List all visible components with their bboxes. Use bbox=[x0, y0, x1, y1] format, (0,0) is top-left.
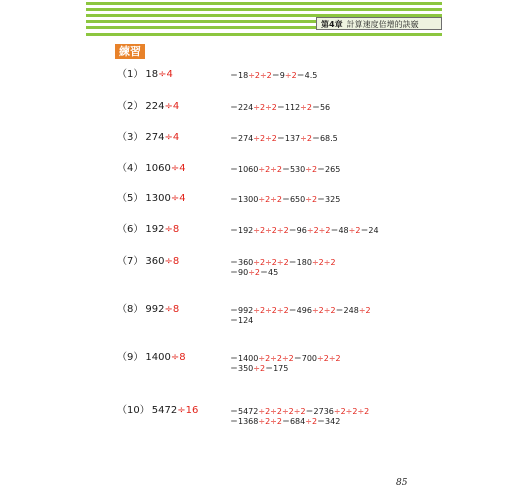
solution bbox=[230, 226, 379, 236]
solution-value: ＝18 bbox=[230, 71, 249, 80]
solution-operation: ÷2 bbox=[305, 195, 318, 204]
solution-operation: ÷2÷2÷2 bbox=[253, 258, 289, 267]
solution-operation: ÷2÷2÷2 bbox=[253, 306, 289, 315]
solution-operation: ÷2 bbox=[300, 103, 312, 112]
problem-expression bbox=[117, 132, 179, 144]
problem-expression bbox=[117, 69, 173, 81]
problem-dividend: 18 bbox=[145, 69, 159, 80]
solution-value: ＝274 bbox=[230, 134, 254, 143]
solution-operation: ÷2 bbox=[305, 165, 318, 174]
problem-dividend: 274 bbox=[145, 132, 165, 143]
problem-divisor: 8 bbox=[179, 352, 186, 363]
solution-line bbox=[230, 306, 371, 316]
problem-number: （4） bbox=[117, 163, 144, 174]
chapter-label: 第4章 bbox=[321, 20, 343, 29]
solution-line bbox=[230, 407, 369, 417]
solution-value: ＝175 bbox=[265, 364, 289, 373]
solution-line bbox=[230, 195, 340, 205]
solution-value: ＝5472 bbox=[230, 407, 259, 416]
problem-operator: ÷ bbox=[164, 224, 173, 235]
chapter-title-box bbox=[316, 17, 442, 30]
solution-value: ＝56 bbox=[311, 103, 331, 112]
problem-expression bbox=[117, 193, 186, 205]
solution-line bbox=[230, 165, 340, 175]
solution-operation: ÷2÷2 bbox=[248, 71, 272, 80]
solution-value: ＝650 bbox=[281, 195, 306, 204]
solution-value: ＝248 bbox=[335, 306, 359, 315]
problem-divisor: 4 bbox=[179, 193, 186, 204]
problem-operator: ÷ bbox=[158, 69, 167, 80]
solution bbox=[230, 71, 317, 81]
solution-value: ＝360 bbox=[230, 258, 254, 267]
problem-dividend: 1400 bbox=[145, 352, 171, 363]
problem-dividend: 992 bbox=[145, 304, 165, 315]
problem-dividend: 5472 bbox=[151, 405, 178, 416]
solution-line bbox=[230, 134, 338, 144]
solution-operation: ÷2÷2 bbox=[311, 258, 336, 267]
solution-operation: ÷2÷2÷2 bbox=[258, 354, 294, 363]
problem-expression bbox=[117, 405, 198, 417]
problem-operator: ÷ bbox=[164, 132, 173, 143]
solution-value: ＝1400 bbox=[230, 354, 259, 363]
problem-operator: ÷ bbox=[170, 352, 180, 363]
solution-line bbox=[230, 258, 336, 268]
problem-expression bbox=[117, 101, 179, 113]
solution-operation: ÷2 bbox=[348, 226, 361, 235]
solution-value: ＝684 bbox=[281, 417, 306, 426]
solution bbox=[230, 134, 338, 144]
solution-operation: ÷2÷2 bbox=[258, 195, 282, 204]
solution-line bbox=[230, 364, 341, 374]
problem-number: （5） bbox=[117, 193, 144, 204]
solution-operation: ÷2 bbox=[305, 417, 318, 426]
solution-value: ＝137 bbox=[276, 134, 301, 143]
solution-value: ＝24 bbox=[360, 226, 379, 235]
problem-operator: ÷ bbox=[170, 193, 180, 204]
solution-operation: ÷2÷2 bbox=[253, 103, 277, 112]
solution-value: ＝45 bbox=[259, 268, 279, 277]
solution bbox=[230, 354, 341, 374]
problem-number: （6） bbox=[117, 224, 144, 235]
solution-operation: ÷2÷2 bbox=[258, 165, 282, 174]
header-stripe bbox=[86, 33, 442, 36]
problem-number: （10） bbox=[117, 405, 150, 416]
problem-expression bbox=[117, 256, 179, 268]
page-number: 85 bbox=[396, 478, 408, 488]
problem-divisor: 8 bbox=[172, 256, 180, 267]
solution-value: ＝350 bbox=[230, 364, 254, 373]
solution-value: ＝124 bbox=[230, 316, 254, 325]
solution-operation: ÷2÷2 bbox=[306, 226, 331, 235]
problem-number: （9） bbox=[117, 352, 144, 363]
problem-number: （7） bbox=[117, 256, 144, 267]
problem-number: （1） bbox=[117, 69, 144, 80]
solution bbox=[230, 165, 340, 175]
solution-operation: ÷2÷2÷2÷2 bbox=[258, 407, 306, 416]
solution-value: ＝48 bbox=[330, 226, 349, 235]
solution-value: ＝4.5 bbox=[296, 71, 318, 80]
solution-value: ＝992 bbox=[230, 306, 254, 315]
problem-operator: ÷ bbox=[177, 405, 186, 416]
problem-divisor: 4 bbox=[166, 69, 173, 80]
solution-line bbox=[230, 417, 369, 427]
solution-value: ＝1368 bbox=[230, 417, 259, 426]
solution bbox=[230, 306, 371, 326]
problem-expression bbox=[117, 163, 186, 175]
solution-operation: ÷2÷2÷2 bbox=[333, 407, 370, 416]
solution-value: ＝265 bbox=[317, 165, 341, 174]
problem-dividend: 360 bbox=[145, 256, 165, 267]
solution-value: ＝96 bbox=[288, 226, 307, 235]
solution-value: ＝700 bbox=[293, 354, 318, 363]
problem-divisor: 4 bbox=[172, 101, 180, 112]
practice-badge: 練習 bbox=[115, 44, 145, 59]
problem-dividend: 192 bbox=[145, 224, 165, 235]
header-stripe bbox=[86, 2, 442, 5]
solution-operation: ÷2÷2 bbox=[258, 417, 282, 426]
solution bbox=[230, 407, 369, 427]
solution-value: ＝496 bbox=[288, 306, 312, 315]
page-header bbox=[86, 2, 442, 36]
header-stripe bbox=[86, 20, 316, 23]
problem-operator: ÷ bbox=[164, 101, 173, 112]
solution-value: ＝342 bbox=[317, 417, 341, 426]
problem-dividend: 1060 bbox=[145, 163, 171, 174]
problem-dividend: 1300 bbox=[145, 193, 171, 204]
solution-line bbox=[230, 226, 379, 236]
header-stripe bbox=[86, 26, 316, 29]
solution-operation: ÷2÷2 bbox=[311, 306, 336, 315]
problem-number: （3） bbox=[117, 132, 144, 143]
solution-value: ＝112 bbox=[276, 103, 301, 112]
solution-operation: ÷2 bbox=[253, 364, 266, 373]
chapter-title: 計算速度倍增的訣竅 bbox=[346, 20, 419, 29]
solution-line bbox=[230, 103, 330, 113]
solution-operation: ÷2÷2 bbox=[317, 354, 341, 363]
problem-expression bbox=[117, 304, 179, 316]
solution-line bbox=[230, 316, 371, 326]
solution-value: ＝192 bbox=[230, 226, 254, 235]
solution-operation: ÷2 bbox=[248, 268, 260, 277]
solution-value: ＝224 bbox=[230, 103, 254, 112]
solution bbox=[230, 195, 340, 205]
solution-value: ＝9 bbox=[271, 71, 285, 80]
problem-expression bbox=[117, 352, 186, 364]
solution-value: ＝1300 bbox=[230, 195, 259, 204]
problem-divisor: 4 bbox=[179, 163, 186, 174]
solution-line bbox=[230, 71, 317, 81]
solution-operation: ÷2÷2 bbox=[253, 134, 277, 143]
solution-operation: ÷2 bbox=[284, 71, 297, 80]
problem-divisor: 16 bbox=[185, 405, 199, 416]
solution-value: ＝1060 bbox=[230, 165, 259, 174]
solution-operation: ÷2÷2÷2 bbox=[253, 226, 289, 235]
header-stripe bbox=[86, 8, 442, 11]
problem-operator: ÷ bbox=[164, 256, 173, 267]
problem-number: （2） bbox=[117, 101, 144, 112]
solution-value: ＝2736 bbox=[305, 407, 334, 416]
solution-operation: ÷2 bbox=[358, 306, 371, 315]
solution-value: ＝180 bbox=[288, 258, 312, 267]
solution-line bbox=[230, 268, 336, 278]
problem-dividend: 224 bbox=[145, 101, 165, 112]
solution-value: ＝90 bbox=[230, 268, 249, 277]
solution bbox=[230, 258, 336, 278]
problem-divisor: 4 bbox=[172, 132, 180, 143]
problem-operator: ÷ bbox=[164, 304, 173, 315]
solution-value: ＝68.5 bbox=[311, 134, 338, 143]
solution-operation: ÷2 bbox=[300, 134, 312, 143]
solution-line bbox=[230, 354, 341, 364]
problem-divisor: 8 bbox=[172, 224, 180, 235]
problem-expression bbox=[117, 224, 179, 236]
solution bbox=[230, 103, 330, 113]
solution-value: ＝325 bbox=[317, 195, 341, 204]
problem-divisor: 8 bbox=[172, 304, 180, 315]
problem-operator: ÷ bbox=[170, 163, 180, 174]
problem-number: （8） bbox=[117, 304, 144, 315]
solution-value: ＝530 bbox=[281, 165, 306, 174]
